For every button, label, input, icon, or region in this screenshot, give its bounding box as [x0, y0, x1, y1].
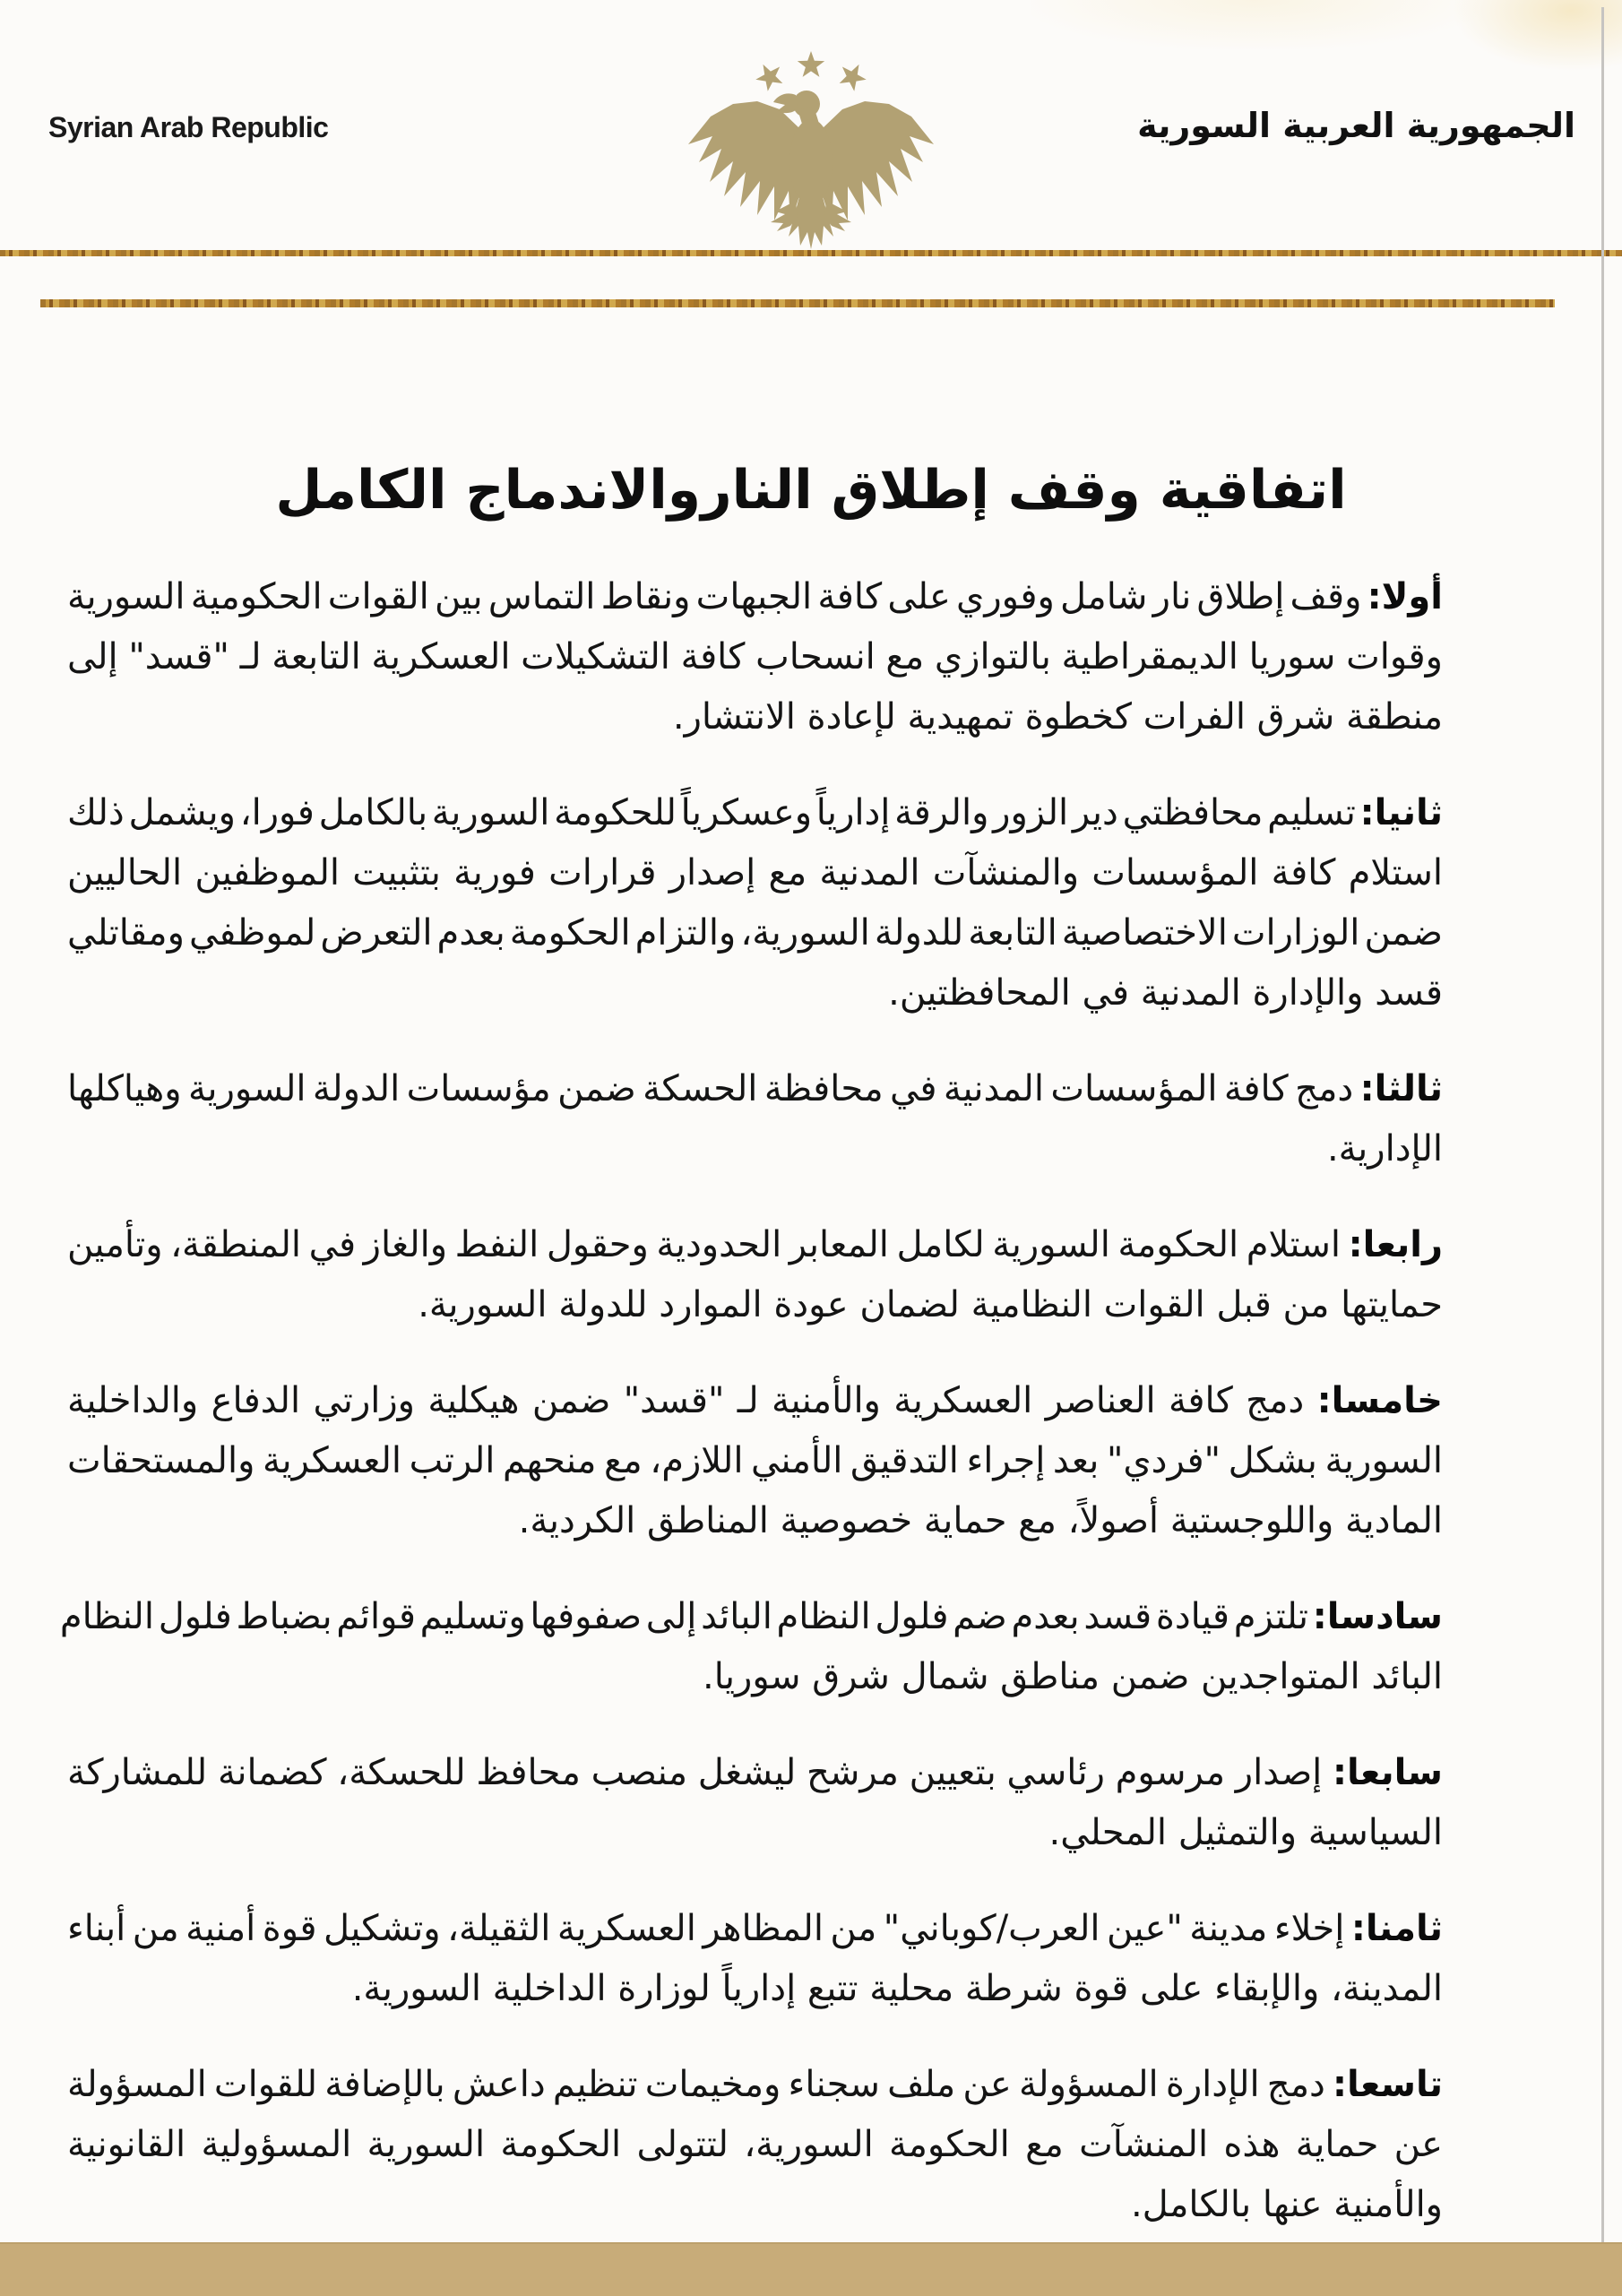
header-title-english: Syrian Arab Republic [48, 111, 329, 143]
clause-text: دمج كافة المؤسسات المدنية في محافظة الحسكة ضمن مؤسسات الدولة السورية وهياكلها [67, 1068, 1354, 1109]
clause-3 [67, 1059, 1443, 1179]
clause-text: دمج كافة العناصر العسكرية والأمنية لـ "قسد" ضمن هيكلية وزارتي الدفاع والداخلية [66, 1380, 1305, 1421]
clause-line: السورية بشكل "فردي" بعد إجراء التدقيق الأمني اللازم، مع منحهم الرتب العسكرية والمستحقات [67, 1440, 1443, 1481]
clause-lead: ثالثا: [1359, 1068, 1443, 1109]
clause-line: البائد المتواجدين ضمن مناطق شمال شرق سوريا. [702, 1656, 1443, 1697]
clause-9 [67, 2055, 1443, 2235]
clause-lead: رابعا: [1348, 1224, 1443, 1265]
clause-line [59, 1587, 1443, 1647]
agreement-clauses [59, 567, 1443, 2271]
clause-4 [67, 1215, 1443, 1335]
clause-line: منطقة شرق الفرات كخطوة تمهيدية لإعادة الانتشار. [672, 696, 1443, 738]
clause-line: المدينة، والإبقاء على قوة شرطة محلية تتبع إدارياً لوزارة الداخلية السورية. [351, 1968, 1443, 2009]
clause-line [67, 567, 1443, 627]
clause-text: إخلاء مدينة "عين العرب/كوباني" من المظاهر العسكرية الثقيلة، وتشكيل قوة أمنية من أبناء [66, 1908, 1345, 1949]
eagle-icon [688, 91, 934, 249]
clause-line: الإدارية. [1326, 1128, 1443, 1170]
document-title: اتفاقية وقف إطلاق الناروالاندماج الكامل [275, 459, 1347, 522]
clause-lead: ثانيا: [1359, 792, 1443, 833]
gold-divider-bottom [40, 299, 1555, 307]
scan-edge-line [1601, 7, 1604, 2242]
clause-line: السياسية والتمثيل المحلي. [1048, 1812, 1443, 1853]
clause-lead: سادسا: [1312, 1596, 1443, 1637]
clause-line [67, 1743, 1443, 1803]
clause-lead: خامسا: [1316, 1380, 1443, 1421]
clause-7 [67, 1743, 1443, 1863]
clause-line: استلام كافة المؤسسات والمنشآت المدنية مع إصدار قرارات فورية بتثبيت الموظفين الحاليين [67, 852, 1443, 893]
clause-text: تسليم محافظتي دير الزور والرقة إدارياً وعسكرياً للحكومة السورية بالكامل فورا، ويشمل ذلك [67, 792, 1356, 833]
clause-text: إصدار مرسوم رئاسي بتعيين مرشح ليشغل منصب محافظ للحسكة، كضمانة للمشاركة [67, 1752, 1323, 1793]
clause-text: تلتزم قيادة قسد بعدم ضم فلول النظام البائد إلى صفوفها وتسليم قوائم بضباط فلول النظام [59, 1596, 1309, 1637]
syrian-eagle-emblem [681, 50, 941, 249]
scan-smudge-top [1031, 0, 1479, 49]
clause-line [67, 1899, 1443, 1959]
clause-line [67, 1215, 1443, 1275]
clause-line [67, 783, 1443, 843]
gold-divider-top [0, 250, 1622, 256]
clause-line: ضمن الوزارات الاختصاصية التابعة للدولة السورية، والتزام الحكومة بعدم التعرض لموظفي ومقاتلي [67, 912, 1443, 954]
clause-text: استلام الحكومة السورية لكامل المعابر الحدودية وحقول النفط والغاز في المنطقة، وتأمين [66, 1224, 1342, 1265]
clause-lead: ثامنا: [1350, 1908, 1443, 1949]
clause-line [67, 1371, 1443, 1431]
three-stars-icon [751, 51, 871, 94]
clause-5 [67, 1371, 1443, 1551]
clause-line: وقوات سوريا الديمقراطية بالتوازي مع انسحاب كافة التشكيلات العسكرية التابعة لـ "قسد" إلى [67, 636, 1443, 678]
clause-text: دمج الإدارة المسؤولة عن ملف سجناء ومخيمات تنظيم داعش بالإضافة للقوات المسؤولة [67, 2064, 1325, 2105]
clause-line: حمايتها من قبل القوات النظامية لضمان عودة الموارد للدولة السورية. [418, 1284, 1443, 1325]
clause-6 [59, 1587, 1443, 1707]
clause-line: المادية واللوجستية أصولاً، مع حماية خصوصية المناطق الكردية. [518, 1500, 1443, 1541]
clause-lead: أولا: [1367, 576, 1443, 617]
clause-text: وقف إطلاق نار شامل وفوري على كافة الجبهات ونقاط التماس بين القوات الحكومية السورية [67, 576, 1362, 617]
clause-line: قسد والإدارة المدنية في المحافظتين. [888, 972, 1443, 1014]
footer-gold-band [0, 2242, 1622, 2296]
clause-line [67, 1059, 1443, 1119]
clause-8 [67, 1899, 1443, 2019]
clause-lead: تاسعا: [1333, 2064, 1443, 2105]
clause-1 [67, 567, 1443, 747]
clause-line: عن حماية هذه المنشآت مع الحكومة السورية، لتتولى الحكومة السورية المسؤولية القانونية [67, 2124, 1443, 2165]
header-title-arabic: الجمهورية العربية السورية [1137, 106, 1575, 145]
clause-lead: سابعا: [1333, 1752, 1443, 1793]
clause-line: والأمنية عنها بالكامل. [1130, 2184, 1443, 2225]
clause-2 [67, 783, 1443, 1023]
clause-line [67, 2055, 1443, 2115]
